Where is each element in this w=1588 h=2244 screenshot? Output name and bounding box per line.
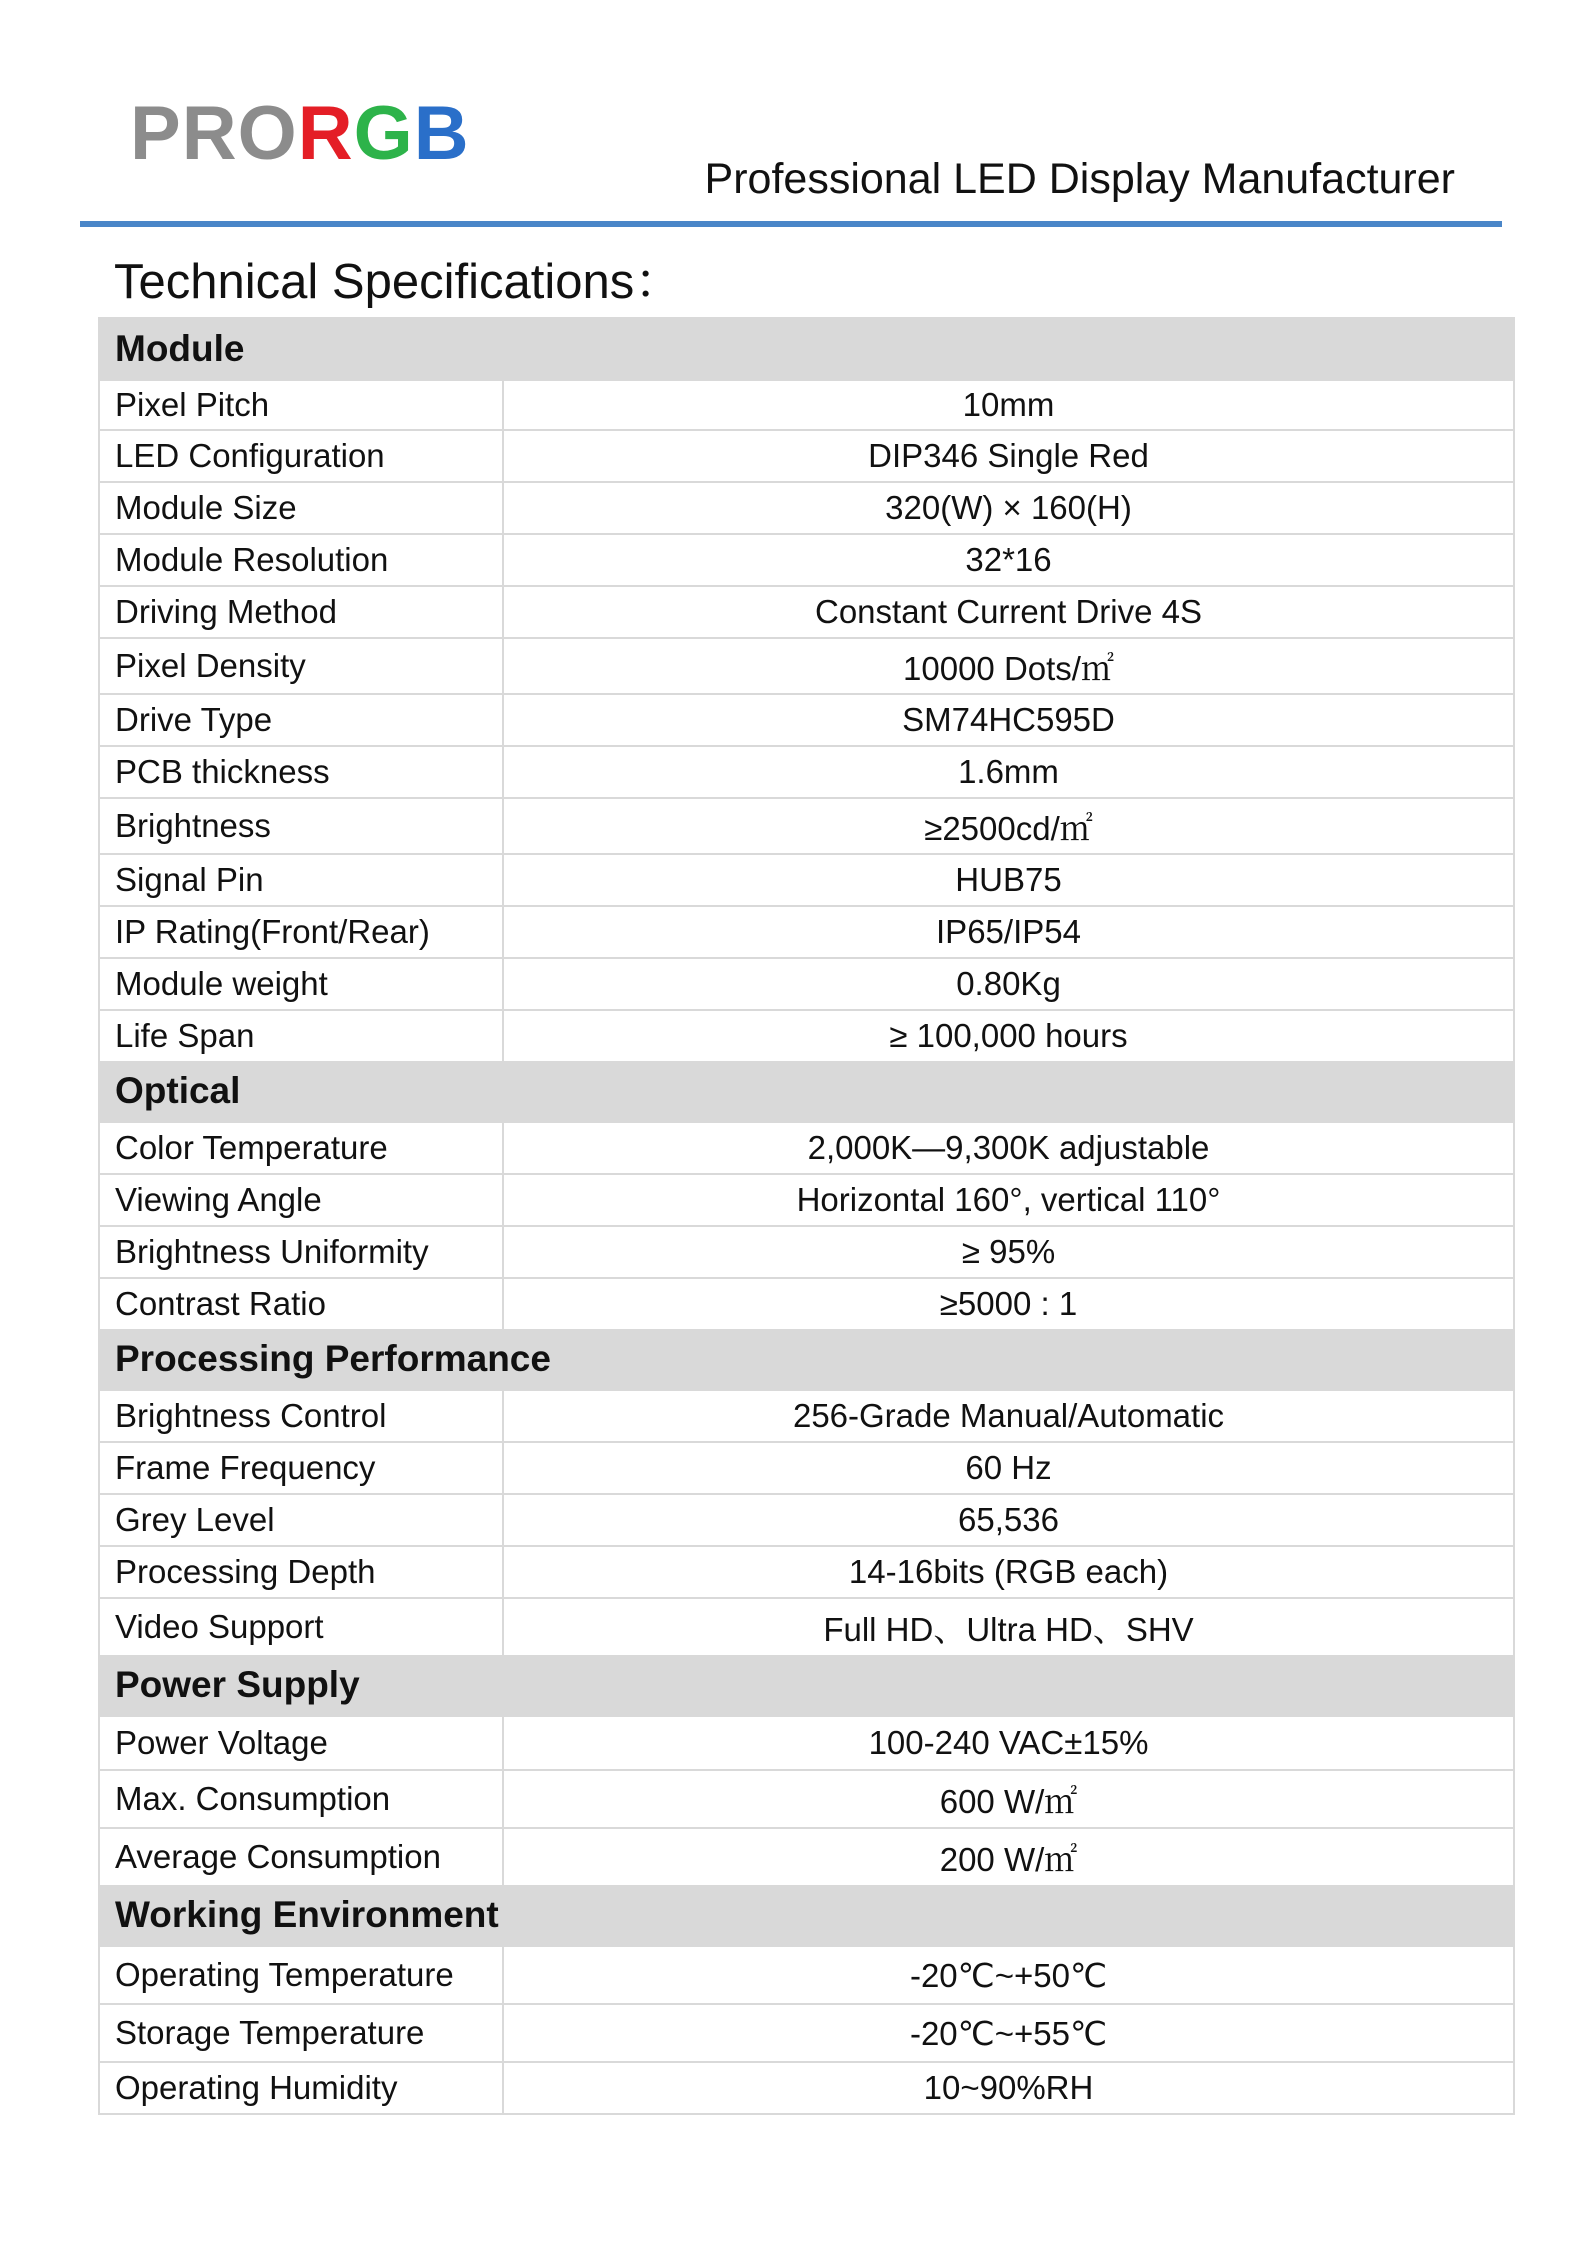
section-header-module: Module xyxy=(100,319,1513,379)
spec-row xyxy=(100,585,1513,637)
spec-label: Signal Pin xyxy=(100,855,504,905)
spec-row xyxy=(100,2003,1513,2061)
spec-row xyxy=(100,797,1513,853)
spec-row xyxy=(100,379,1513,429)
spec-label: Operating Humidity xyxy=(100,2063,504,2113)
spec-row xyxy=(100,1225,1513,1277)
company-tagline: Professional LED Display Manufacturer xyxy=(704,155,1455,203)
spec-row xyxy=(100,1597,1513,1655)
spec-label: Module Size xyxy=(100,483,504,533)
spec-row xyxy=(100,1277,1513,1329)
spec-row xyxy=(100,1493,1513,1545)
spec-row xyxy=(100,1173,1513,1225)
spec-value: 1.6mm xyxy=(958,753,1059,790)
spec-label: LED Configuration xyxy=(100,431,504,481)
spec-value: ≥2500cd/㎡ xyxy=(924,809,1093,847)
spec-value: ≥ 100,000 hours xyxy=(889,1017,1128,1054)
spec-value: 32*16 xyxy=(965,541,1052,578)
spec-label: Color Temperature xyxy=(100,1123,504,1173)
spec-value: 100-240 VAC±15% xyxy=(868,1724,1149,1761)
spec-label: Life Span xyxy=(100,1011,504,1061)
spec-row xyxy=(100,1441,1513,1493)
spec-value: 10000 Dots/㎡ xyxy=(903,649,1114,687)
logo-letter: R xyxy=(297,91,354,176)
spec-label: Drive Type xyxy=(100,695,504,745)
spec-value: Horizontal 160°, vertical 110° xyxy=(796,1181,1221,1218)
header-divider xyxy=(80,221,1502,227)
spec-row xyxy=(100,693,1513,745)
spec-label: Max. Consumption xyxy=(100,1771,504,1827)
spec-row xyxy=(100,1945,1513,2003)
spec-row xyxy=(100,1121,1513,1173)
spec-value: ≥ 95% xyxy=(961,1233,1056,1270)
spec-value: HUB75 xyxy=(955,861,1062,898)
spec-value: Full HD、Ultra HD、SHV xyxy=(823,1610,1194,1648)
prorgb-logo xyxy=(130,91,470,176)
spec-row xyxy=(100,533,1513,585)
spec-value: 0.80Kg xyxy=(956,965,1061,1002)
spec-label: Module Resolution xyxy=(100,535,504,585)
spec-value: 200 W/㎡ xyxy=(939,1840,1078,1878)
spec-row xyxy=(100,853,1513,905)
spec-row xyxy=(100,481,1513,533)
spec-label: Brightness xyxy=(100,799,504,853)
spec-value: SM74HC595D xyxy=(902,701,1115,738)
logo-letter: P xyxy=(130,91,182,176)
spec-value: -20℃~+50℃ xyxy=(909,1956,1108,1994)
spec-label: Processing Depth xyxy=(100,1547,504,1597)
logo-letter: R xyxy=(181,91,238,176)
spec-value: ≥5000 : 1 xyxy=(939,1285,1078,1322)
spec-label: Power Voltage xyxy=(100,1717,504,1769)
spec-row xyxy=(100,905,1513,957)
spec-row xyxy=(100,1389,1513,1441)
spec-value: DIP346 Single Red xyxy=(868,437,1149,474)
spec-row xyxy=(100,1545,1513,1597)
spec-label: Module weight xyxy=(100,959,504,1009)
spec-value: 60 Hz xyxy=(965,1449,1052,1486)
section-header-working-environment: Working Environment xyxy=(100,1885,1513,1945)
spec-value: -20℃~+55℃ xyxy=(909,2014,1108,2052)
spec-value: 2,000K—9,300K adjustable xyxy=(807,1129,1210,1166)
section-header-processing-performance: Processing Performance xyxy=(100,1329,1513,1389)
spec-row xyxy=(100,745,1513,797)
spec-row xyxy=(100,2061,1513,2113)
logo-letter: O xyxy=(237,91,298,176)
spec-label: Viewing Angle xyxy=(100,1175,504,1225)
spec-label: Average Consumption xyxy=(100,1829,504,1885)
spec-row xyxy=(100,637,1513,693)
spec-row xyxy=(100,429,1513,481)
spec-label: Brightness Control xyxy=(100,1391,504,1441)
spec-value: 256-Grade Manual/Automatic xyxy=(792,1397,1225,1434)
spec-value: 10mm xyxy=(962,386,1055,423)
spec-value: 320(W) × 160(H) xyxy=(885,489,1132,526)
spec-label: Grey Level xyxy=(100,1495,504,1545)
spec-label: Pixel Density xyxy=(100,639,504,693)
spec-row xyxy=(100,1009,1513,1061)
section-header-optical: Optical xyxy=(100,1061,1513,1121)
logo-letter: G xyxy=(353,91,414,176)
spec-value: 600 W/㎡ xyxy=(939,1782,1078,1820)
spec-value: IP65/IP54 xyxy=(936,913,1081,950)
spec-label: PCB thickness xyxy=(100,747,504,797)
spec-label: IP Rating(Front/Rear) xyxy=(100,907,504,957)
spec-value: 10~90%RH xyxy=(923,2069,1094,2106)
spec-label: Driving Method xyxy=(100,587,504,637)
page-title: Technical Specifications： xyxy=(114,255,684,309)
logo-letter: B xyxy=(413,91,470,176)
spec-label: Pixel Pitch xyxy=(100,381,504,429)
section-header-power-supply: Power Supply xyxy=(100,1655,1513,1715)
spec-value: 14-16bits (RGB each) xyxy=(848,1553,1169,1590)
spec-label: Contrast Ratio xyxy=(100,1279,504,1329)
spec-label: Brightness Uniformity xyxy=(100,1227,504,1277)
spec-value: 65,536 xyxy=(958,1501,1059,1538)
spec-label: Frame Frequency xyxy=(100,1443,504,1493)
spec-table xyxy=(98,317,1515,2115)
spec-label: Video Support xyxy=(100,1599,504,1655)
spec-row xyxy=(100,1827,1513,1885)
spec-row xyxy=(100,1715,1513,1769)
spec-label: Operating Temperature xyxy=(100,1947,504,2003)
spec-value: Constant Current Drive 4S xyxy=(815,593,1202,630)
spec-label: Storage Temperature xyxy=(100,2005,504,2061)
spec-row xyxy=(100,1769,1513,1827)
spec-row xyxy=(100,957,1513,1009)
